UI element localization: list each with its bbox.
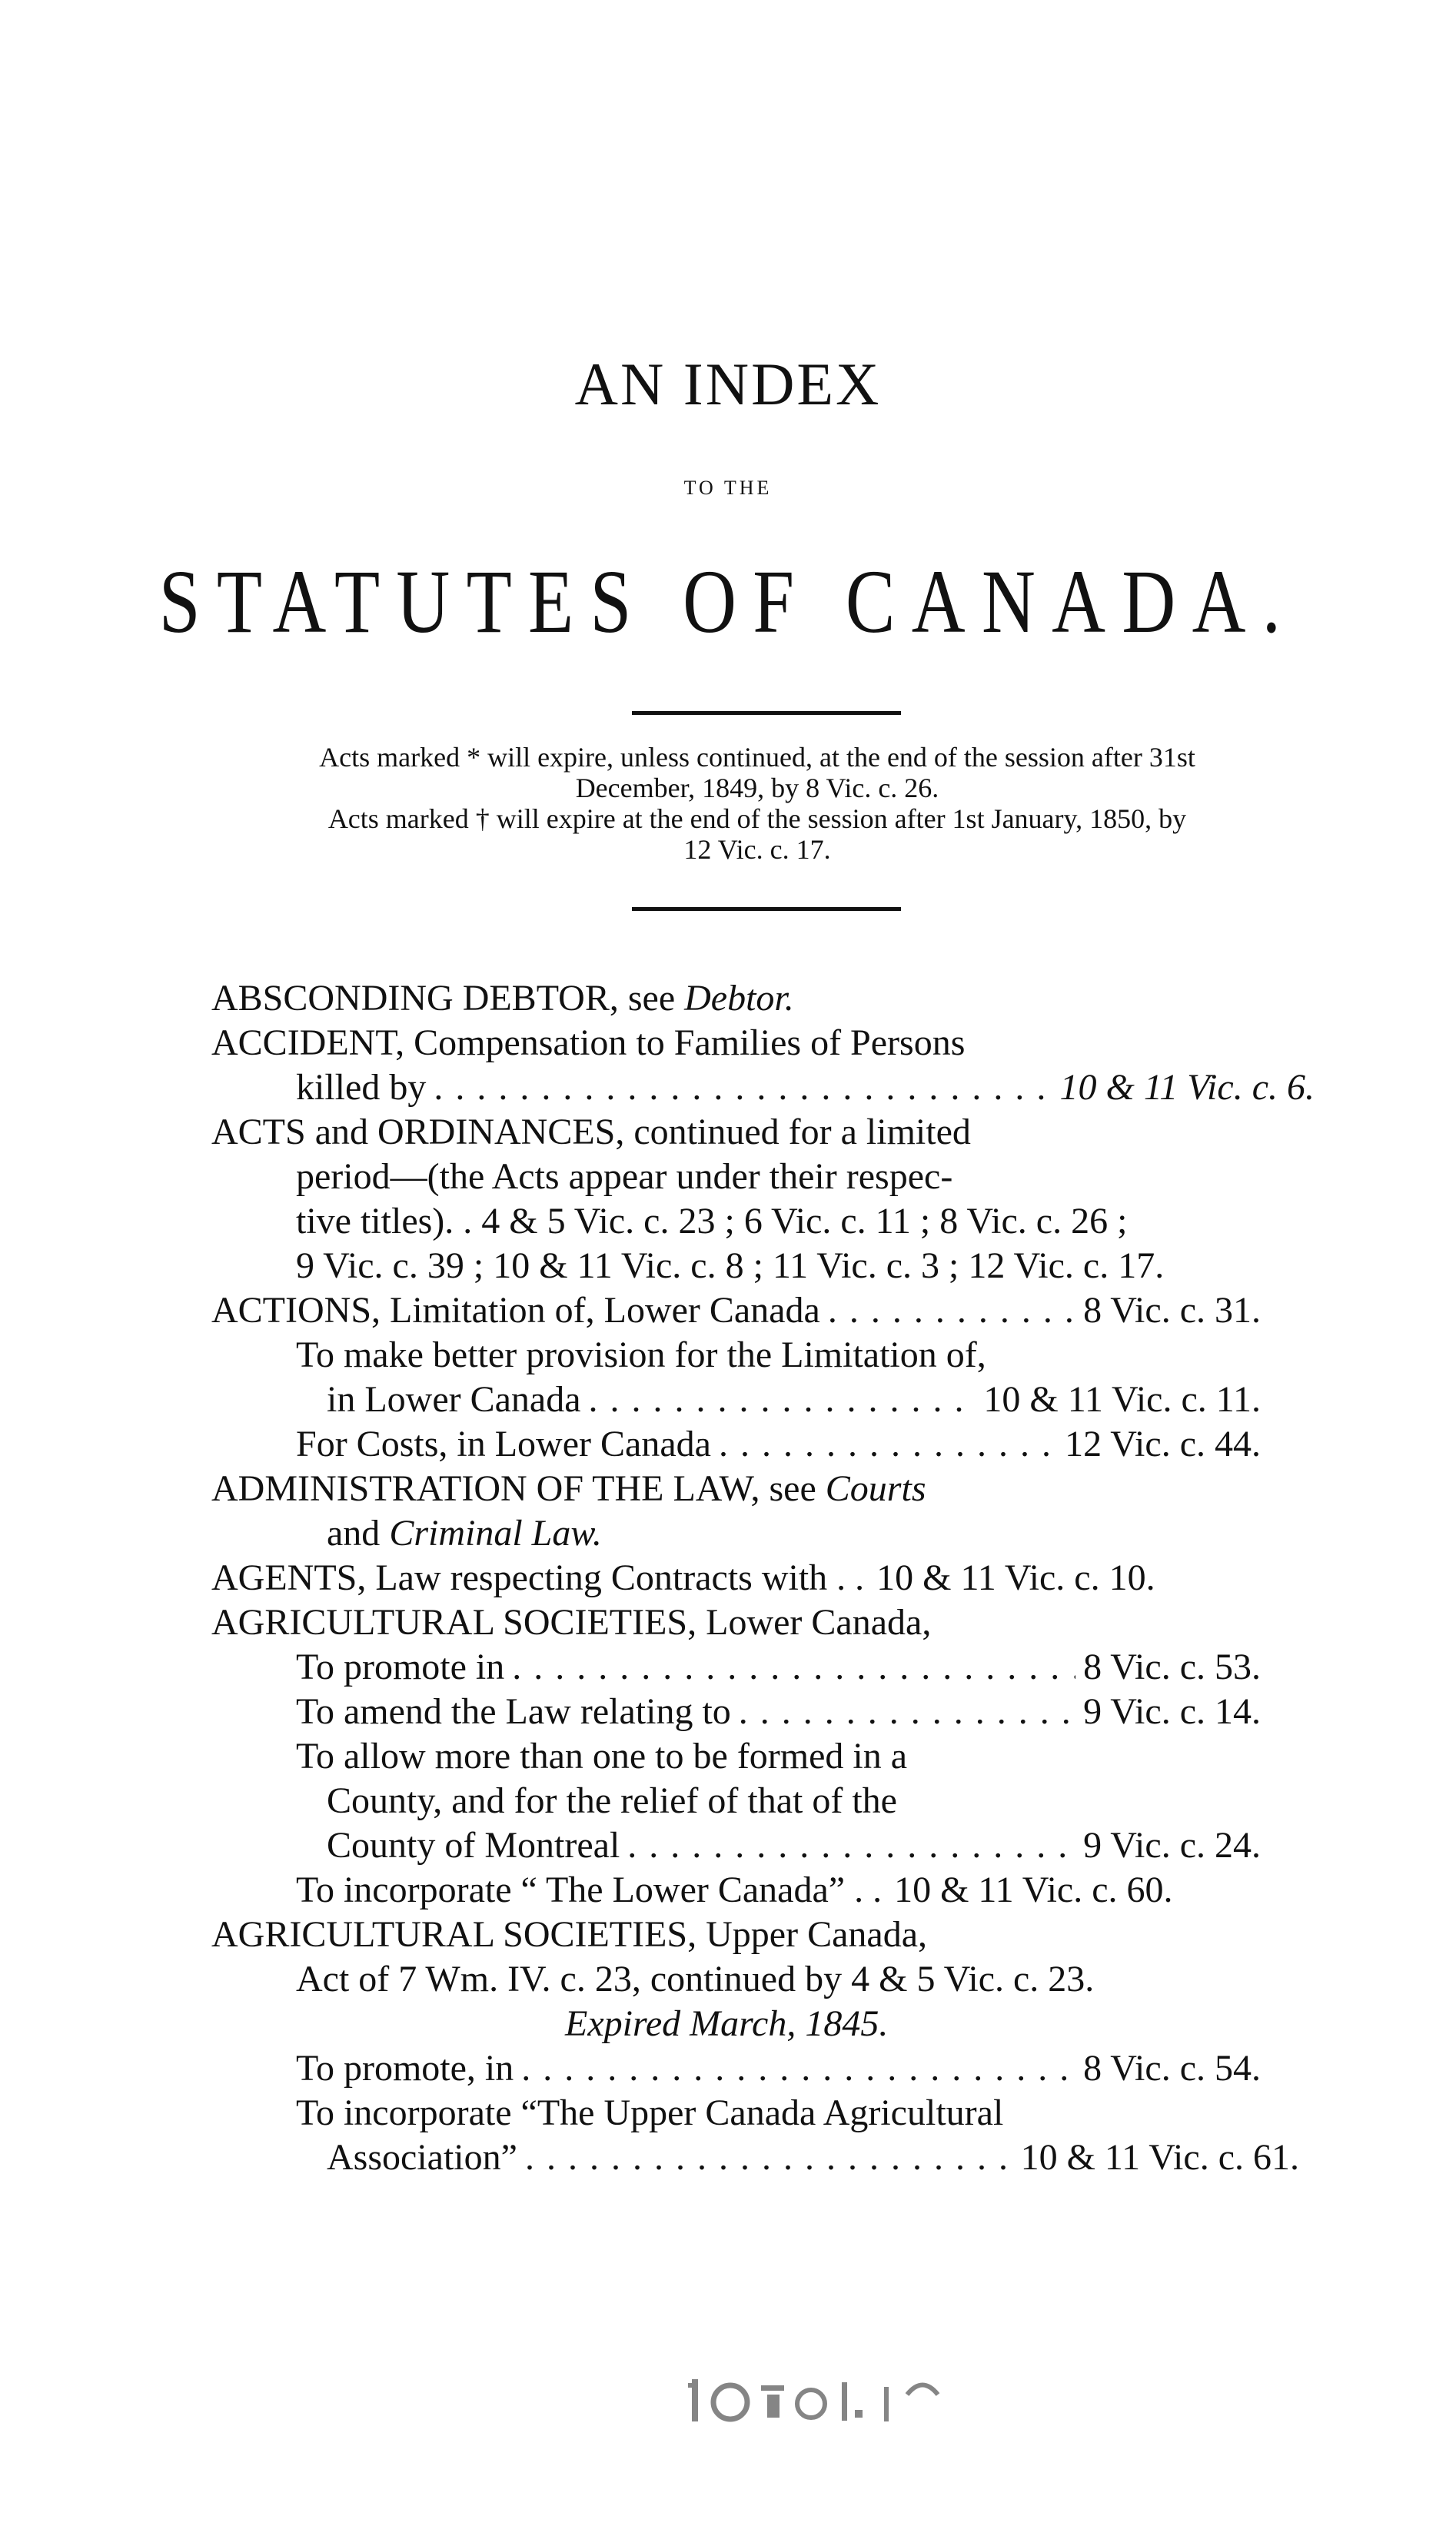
entry-text: Association” <box>327 2137 517 2178</box>
entry-citation: 10 & 11 Vic. c. 6. <box>1059 1067 1315 1108</box>
index-subentry <box>296 1199 1127 1244</box>
title-to-the: TO THE <box>683 477 773 499</box>
index-subentry <box>296 1957 1094 2002</box>
index-subentry <box>296 1422 1261 1467</box>
index-entry-acts-and-ordinances <box>211 1110 971 1155</box>
entry-text: To promote, in <box>296 2048 514 2089</box>
entry-text: County, and for the relief of that of the <box>327 1780 897 1821</box>
leader-dots <box>521 2046 1075 2091</box>
library-stamp-mark <box>676 2364 969 2433</box>
index-subentry <box>296 1645 1261 1690</box>
index-subentry <box>327 1378 1261 1422</box>
entry-text: To incorporate “ The Lower Canada” . . <box>296 1870 883 1910</box>
entry-citation: 9 Vic. c. 14. <box>1083 1691 1261 1732</box>
entry-heading: ACTS and ORDINANCES, <box>211 1112 625 1152</box>
index-subentry <box>327 1823 1261 1868</box>
entry-note: Expired March, 1845. <box>565 2003 889 2044</box>
index-subentry <box>296 2091 1003 2136</box>
entry-citation: 10 & 11 Vic. c. 10. <box>876 1557 1155 1598</box>
note-line: Acts marked † will expire at the end of the session after 1st January, 1850, by <box>327 803 1187 834</box>
entry-text: To promote in <box>296 1647 505 1687</box>
entry-heading: ACCIDENT, <box>211 1022 405 1063</box>
index-subentry <box>327 1779 897 1823</box>
entry-citation: 9 Vic. c. 24. <box>1083 1825 1261 1866</box>
index-entry-agricultural-societies-lower-canada <box>211 1600 931 1645</box>
index-entry-agents <box>211 1556 1299 1600</box>
entry-text: Act of 7 Wm. IV. c. 23, continued by 4 & 5 Vic. c. 23. <box>296 1959 1095 1999</box>
entry-heading: AGRICULTURAL SOCIETIES, <box>211 1602 697 1643</box>
index-subentry <box>296 1868 1299 1913</box>
entry-text: To allow more than one to be formed in a <box>296 1736 908 1777</box>
leader-dots <box>525 2136 1013 2180</box>
index-subentry <box>296 1065 1315 1110</box>
expiry-notes <box>208 742 1307 865</box>
entry-citation: 12 Vic. c. 44. <box>1065 1424 1261 1464</box>
index-entry-administration-of-the-law <box>211 1467 926 1511</box>
note-line: 12 Vic. c. 17. <box>683 834 831 865</box>
entry-text: For Costs, in Lower Canada <box>296 1424 711 1464</box>
entry-cross-reference: Debtor. <box>684 978 794 1019</box>
entry-citation: 10 & 11 Vic. c. 61. <box>1020 2137 1299 2178</box>
entry-cross-reference: Courts <box>825 1468 926 1509</box>
title-an-index: AN INDEX <box>574 351 882 417</box>
entry-text: Compensation to Families of Persons <box>404 1022 966 1063</box>
entry-text: To make better provision for the Limitation of, <box>296 1334 986 1375</box>
entry-citation: 9 Vic. c. 39 ; 10 & 11 Vic. c. 8 ; 11 Vic. c. 3 ; 12 Vic. c. 17. <box>296 1245 1165 1286</box>
entry-see: see <box>618 978 685 1019</box>
bottom-divider <box>632 907 901 911</box>
entry-text: To amend the Law relating to <box>296 1691 731 1732</box>
top-divider <box>632 711 901 715</box>
entry-citation: 8 Vic. c. 53. <box>1083 1647 1261 1687</box>
index-subentry <box>296 1333 986 1378</box>
index-subentry <box>296 1734 907 1779</box>
entry-heading: AGRICULTURAL SOCIETIES, <box>211 1914 697 1955</box>
leader-dots <box>512 1645 1075 1690</box>
entry-heading: ADMINISTRATION OF THE LAW, <box>211 1468 760 1509</box>
entry-citation: 10 & 11 Vic. c. 11. <box>983 1379 1261 1420</box>
entry-text: tive titles). . 4 & 5 Vic. c. 23 ; 6 Vic. c. 11 ; 8 Vic. c. 26 ; <box>296 1201 1128 1241</box>
entry-heading: AGENTS, <box>211 1557 367 1598</box>
index-entry-absconding-debtor <box>211 976 794 1021</box>
entry-see: see <box>760 1468 826 1509</box>
entry-text: Lower Canada, <box>696 1602 932 1643</box>
entry-text: Limitation of, Lower Canada <box>381 1290 820 1331</box>
index-entry-accident <box>211 1021 965 1065</box>
entry-text: and <box>327 1513 390 1554</box>
leader-dots <box>627 1823 1075 1868</box>
entry-heading: ACTIONS, <box>211 1290 381 1331</box>
entry-text: period—(the Acts appear under their respec- <box>296 1156 953 1197</box>
entry-text: Law respecting Contracts with . . <box>366 1557 865 1598</box>
entry-heading: ABSCONDING DEBTOR, <box>211 978 619 1019</box>
index-subentry <box>296 1155 952 1199</box>
entry-text: killed by <box>296 1067 427 1108</box>
note-line: December, 1849, by 8 Vic. c. 26. <box>575 773 939 803</box>
entry-text: Upper Canada, <box>696 1914 928 1955</box>
entry-citation: 8 Vic. c. 31. <box>1083 1290 1261 1331</box>
index-entry-actions <box>211 1288 1261 1333</box>
entry-text: continued for a limited <box>624 1112 971 1152</box>
index-subentry <box>565 2002 888 2046</box>
entry-text: County of Montreal <box>327 1825 620 1866</box>
index-subentry <box>296 1244 1164 1288</box>
note-line: Acts marked * will expire, unless continued, at the end of the session after 31st <box>319 742 1195 773</box>
entry-citation: 10 & 11 Vic. c. 60. <box>894 1870 1173 1910</box>
index-subentry <box>296 2046 1261 2091</box>
entry-citation: 8 Vic. c. 54. <box>1083 2048 1261 2089</box>
title-statutes-of-canada: STATUTES OF CANADA. <box>158 551 1298 652</box>
entry-text: To incorporate “The Upper Canada Agricultural <box>296 2092 1004 2133</box>
leader-dots <box>434 1065 1052 1110</box>
leader-dots <box>739 1690 1075 1734</box>
index-entry-agricultural-societies-upper-canada <box>211 1913 927 1957</box>
leader-dots <box>828 1288 1075 1333</box>
index-subentry <box>327 2136 1299 2180</box>
index-subentry <box>296 1690 1261 1734</box>
leader-dots <box>589 1378 976 1422</box>
index-subentry <box>327 1511 602 1556</box>
leader-dots <box>719 1422 1057 1467</box>
entry-cross-reference: Criminal Law. <box>389 1513 602 1554</box>
entry-text: in Lower Canada <box>327 1379 581 1420</box>
